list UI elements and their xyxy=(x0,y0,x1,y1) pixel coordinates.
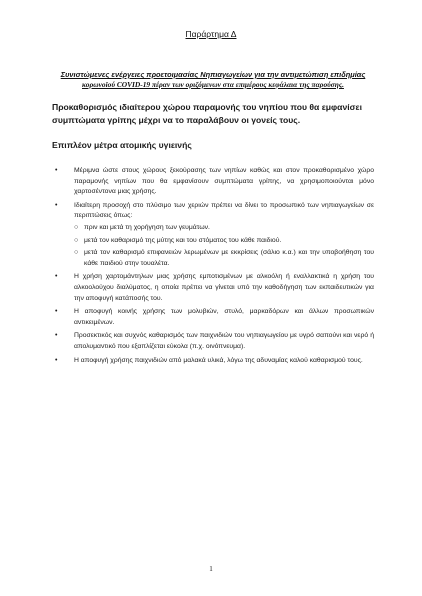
list-item-text: Η χρήση χαρτομάντηλων μιας χρήσης εμποτισμένων με αλκοόλη ή εναλλακτικά η χρήση του αλκοολούχου διαλύματος, η οποία πρέπει να γίνεται υπό την καθοδήγηση των εκπαιδευτικών για την αποφυγή κατάποσής του. xyxy=(74,273,374,302)
subtitle-line-2: κορωνοϊού COVID-19 πέραν των οριζόμενων στα επιμέρους κεφάλαια της παρούσης. xyxy=(82,80,344,89)
list-item xyxy=(52,356,374,367)
sub-list-item xyxy=(74,223,374,234)
list-item xyxy=(52,331,374,352)
bullet-icon: • xyxy=(55,308,58,316)
bullet-icon: • xyxy=(55,332,58,340)
bullet-icon: • xyxy=(55,356,58,364)
bullet-icon: • xyxy=(55,167,58,174)
sub-list-item xyxy=(74,248,374,269)
list-item xyxy=(52,272,374,304)
list-item-text: Η αποφυγή χρήσης παιχνιδιών από μαλακά υλικά, λόγω της αδυναμίας καλού καθαρισμού τους. xyxy=(74,356,363,364)
appendix-label: Παράρτημα Δ xyxy=(185,29,237,39)
sub-list-item xyxy=(74,236,374,247)
sub-list-item-text: μετά τον καθαρισμό της μύτης και του στόματος του κάθε παιδιού. xyxy=(84,236,282,244)
subtitle-line-1: Συνιστώμενες ενέργειες προετοιμασίας Νηπιαγωγείων για την αντιμετώπιση επιδημίας xyxy=(60,70,366,79)
bullet-icon: • xyxy=(55,201,58,209)
circle-bullet-icon: ○ xyxy=(74,223,79,231)
list-item-text: Μέριμνα ώστε στους χώρους ξεκούρασης των νηπίων καθώς και στον προκαθορισμένο χώρο παραμονής νηπίων που θα εμφανίσουν συμπτώματα γρίπης, να χρησιμοποιούνται μόνο χαρτοσέντονα μιας χρήσης. xyxy=(74,167,374,196)
circle-bullet-icon: ○ xyxy=(74,236,79,244)
sub-list xyxy=(74,223,374,269)
section-heading-isolation-area: Προκαθορισμός ιδιαίτερου χώρου παραμονής του νηπίου που θα εμφανίσει συμπτώματα γρίπης μέχρι να το παραλάβουν οι γονείς τους. xyxy=(52,102,362,125)
circle-bullet-icon: ○ xyxy=(74,249,79,257)
list-item-text: Ιδιαίτερη προσοχή στο πλύσιμο των χεριών πρέπει να δίνει το προσωπικό των νηπιαγωγείων σε περιπτώσεις όπως: xyxy=(74,201,374,220)
page-number: 1 xyxy=(209,565,213,573)
list-item xyxy=(52,166,374,198)
section-heading-hygiene: Επιπλέον μέτρα ατομικής υγιεινής xyxy=(52,140,192,150)
sub-list-item-text: πριν και μετά τη χορήγηση των γευμάτων. xyxy=(84,223,210,231)
list-item-text: Προσεκτικός και συχνός καθαρισμός των παιχνιδιών του νηπιαγωγείου με υγρό σαπούνι και νερό ή απολυμαντικό που εξαπλίζεται εύκολα (π.χ. οινόπνευμα). xyxy=(74,332,374,350)
bullet-icon: • xyxy=(55,273,58,281)
sub-list-item-text: μετά τον καθαρισμό επιφανειών λερωμένων με εκκρίσεις (σάλιο κ.α.) και την υποβοήθηση του κάθε παιδιού στην τουαλέτα. xyxy=(84,249,374,267)
hygiene-measures-list xyxy=(52,166,374,369)
list-item-text: Η αποφυγή κοινής χρήσης των μολυβιών, στυλό, μαρκαδόρων και άλλων προσωπικών αντικειμένων. xyxy=(74,308,374,326)
list-item xyxy=(52,307,374,328)
document-subtitle xyxy=(58,70,368,90)
list-item xyxy=(52,201,374,270)
